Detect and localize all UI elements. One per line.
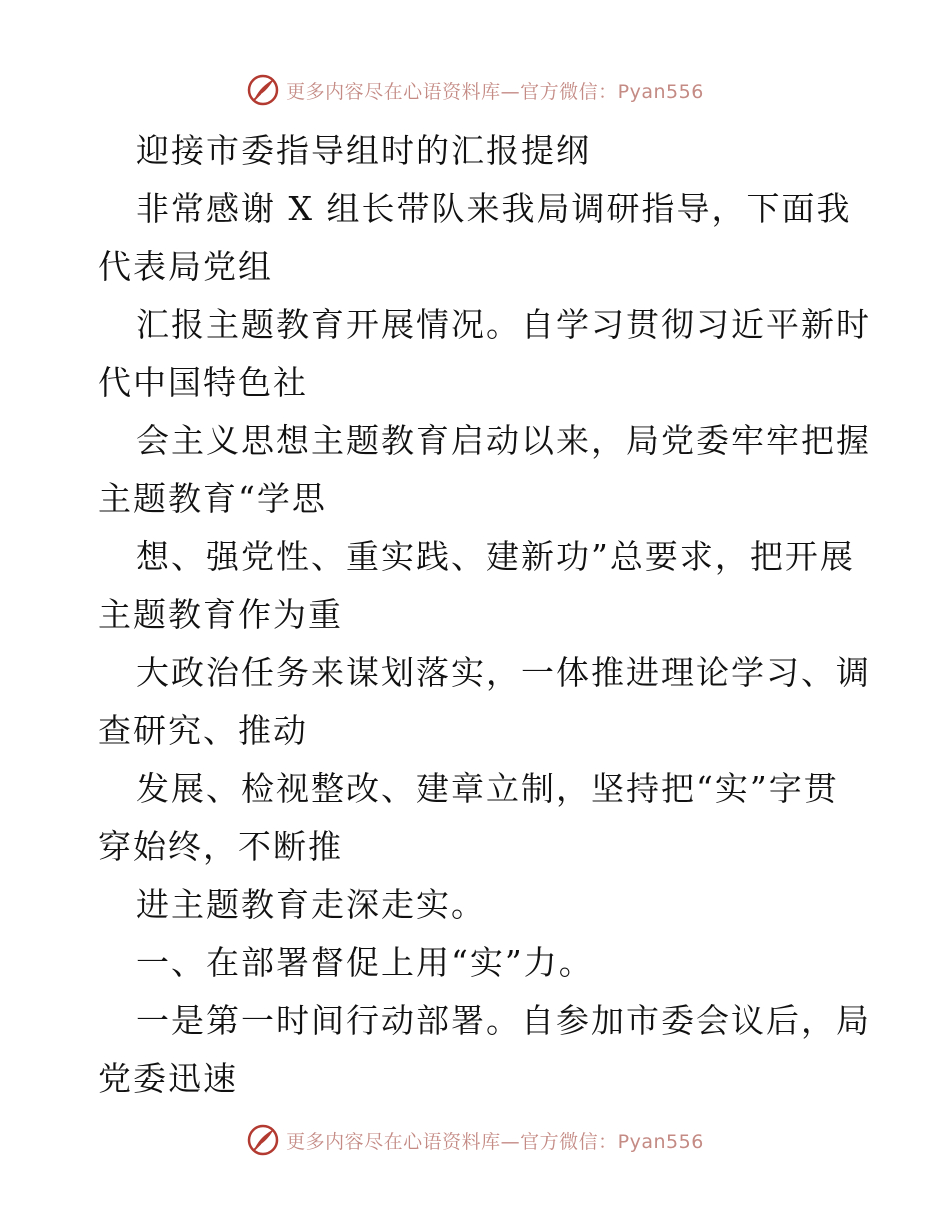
paragraph-line: 发展、检视整改、建章立制，坚持把“实”字贯 [136,769,839,808]
paragraph-line: 代中国特色社 [98,363,308,402]
paragraph-line: 主题教育“学思 [98,479,327,518]
paragraph-line: 代表局党组 [98,247,273,286]
document-title: 迎接市委指导组时的汇报提纲 [136,131,591,170]
paragraph-line: 进主题教育走深走实。 [136,885,486,924]
paragraph-line: 大政治任务来谋划落实，一体推进理论学习、调 [136,653,871,692]
paragraph-line: 非常感谢 X 组长带队来我局调研指导，下面我 [136,189,852,228]
section-heading: 一、在部署督促上用“实”力。 [136,943,594,982]
watermark-text: 更多内容尽在心语资料库—官方微信：Pyan556 [286,1130,704,1153]
paragraph-line: 穿始终，不断推 [98,827,343,866]
feather-seal-icon [246,73,280,107]
paragraph-line: 会主义思想主题教育启动以来，局党委牢牢把握 [136,421,871,460]
paragraph-line: 汇报主题教育开展情况。自学习贯彻习近平新时 [136,305,871,344]
paragraph-line: 想、强党性、重实践、建新功”总要求，把开展 [136,537,855,576]
header-watermark [246,73,704,107]
paragraph-line: 主题教育作为重 [98,595,343,634]
watermark-text: 更多内容尽在心语资料库—官方微信：Pyan556 [286,80,704,103]
paragraph-line: 查研究、推动 [98,711,308,750]
footer-watermark-banner [0,1120,950,1160]
paragraph-line: 党委迅速 [98,1059,238,1098]
header-watermark-banner [0,70,950,110]
footer-watermark [246,1123,704,1157]
paragraph-line: 一是第一时间行动部署。自参加市委会议后，局 [136,1001,871,1040]
feather-seal-icon [246,1123,280,1157]
document-body [98,122,871,1108]
